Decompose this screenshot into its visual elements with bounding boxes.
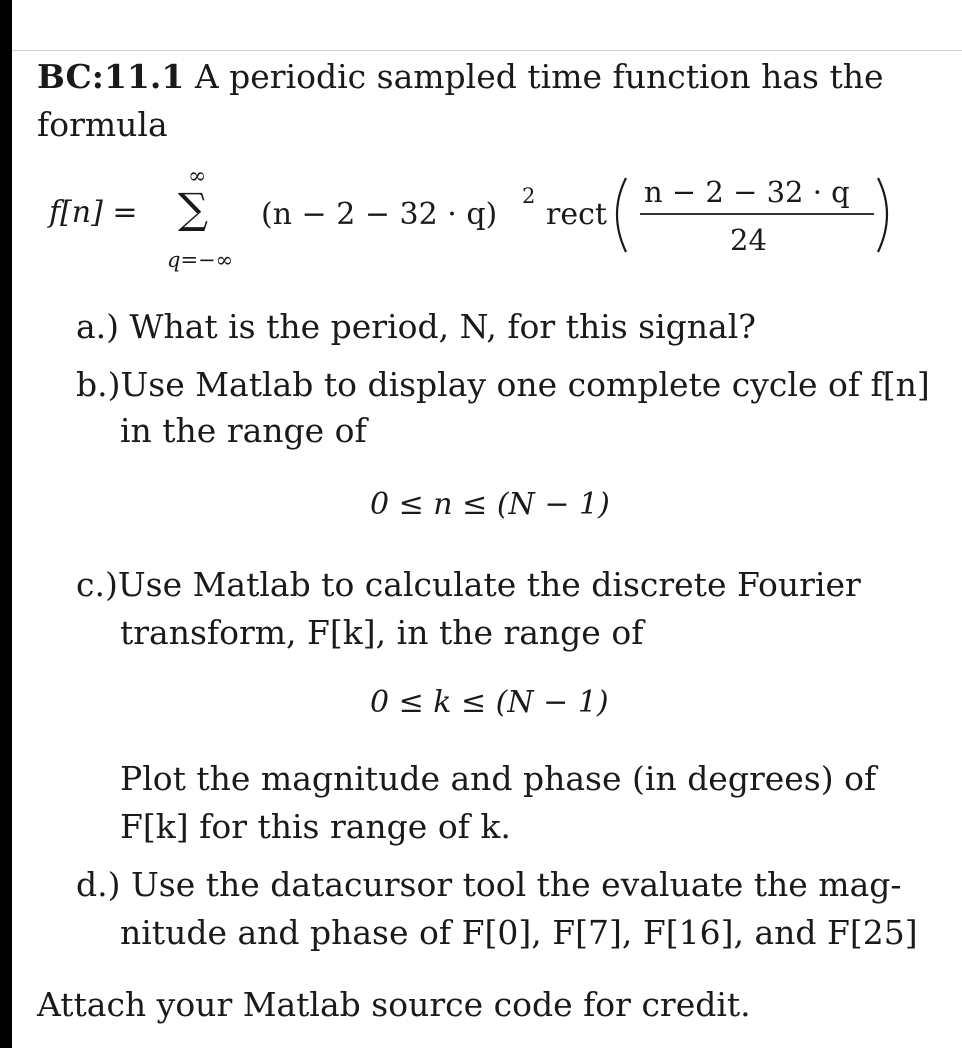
part-d-line-2: nitude and phase of F[0], F[7], F[16], and F[25] xyxy=(120,913,918,952)
part-b-line-1: b.)Use Matlab to display one complete cycle of f[n] xyxy=(76,365,930,404)
fraction-graphics xyxy=(12,0,962,300)
right-paren xyxy=(878,178,887,252)
part-b-range: 0 ≤ n ≤ (N − 1) xyxy=(370,487,610,522)
intro-line-1: A periodic sampled time function has the xyxy=(194,57,884,96)
part-b-line-2: in the range of xyxy=(120,411,367,450)
sum-lower-limit: q=−∞ xyxy=(167,248,234,272)
document-page xyxy=(12,0,962,1048)
part-c-range: 0 ≤ k ≤ (N − 1) xyxy=(370,685,609,720)
footer-note: Attach your Matlab source code for credit. xyxy=(37,985,751,1024)
formula-exponent: 2 xyxy=(522,184,536,208)
part-a: a.) What is the period, N, for this signal? xyxy=(76,307,756,346)
fraction-denominator: 24 xyxy=(730,223,767,257)
sum-symbol: ∑ xyxy=(178,184,208,233)
plot-line-2: F[k] for this range of k. xyxy=(120,807,511,846)
part-c-line-2: transform, F[k], in the range of xyxy=(120,613,644,652)
sum-upper-limit: ∞ xyxy=(188,164,207,189)
intro-line-2: formula xyxy=(37,105,168,144)
plot-line-1: Plot the magnitude and phase (in degrees) of xyxy=(120,759,877,798)
fraction-numerator: n − 2 − 32 · q xyxy=(644,175,850,209)
formula-term: (n − 2 − 32 · q) xyxy=(261,197,498,232)
rect-function: rect xyxy=(546,197,607,232)
left-paren xyxy=(617,178,626,252)
part-d-line-1: d.) Use the datacursor tool the evaluate the mag- xyxy=(76,865,902,904)
part-c-line-1: c.)Use Matlab to calculate the discrete Fourier xyxy=(76,565,861,604)
problem-label: BC:11.1 xyxy=(37,57,185,96)
formula-lhs: f[n] = xyxy=(49,195,138,230)
